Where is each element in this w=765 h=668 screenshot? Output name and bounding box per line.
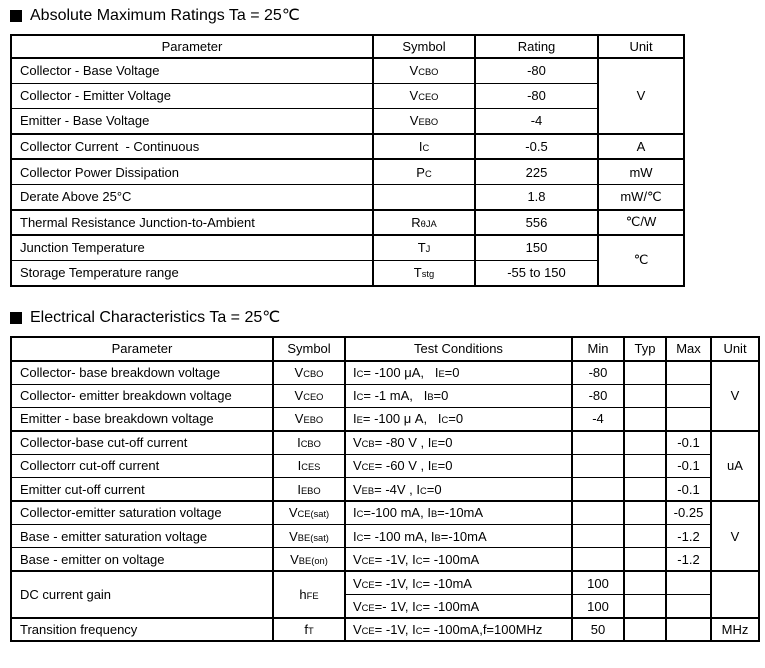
section-title-text: Absolute Maximum Ratings Ta = 25℃ (30, 7, 300, 24)
cond-cell: IE= -100 μ A, IC=0 (345, 407, 572, 430)
table-row (11, 361, 759, 384)
rating-cell: 556 (475, 210, 598, 235)
symbol-cell: PC (373, 159, 475, 184)
param-cell: Collectorr cut-off current (11, 454, 273, 477)
section-title-electrical-characteristics (10, 308, 765, 328)
table-row (11, 384, 759, 407)
unit-cell: ℃/W (598, 210, 684, 235)
max-cell: -1.2 (666, 548, 711, 571)
unit-cell: mW/℃ (598, 184, 684, 209)
min-cell: -80 (572, 384, 624, 407)
max-cell: -0.1 (666, 431, 711, 454)
param-cell: DC current gain (11, 571, 273, 618)
param-cell: Junction Temperature (11, 235, 373, 260)
min-cell (572, 454, 624, 477)
table-row (11, 571, 759, 594)
header-typ: Typ (624, 337, 666, 361)
typ-cell (624, 454, 666, 477)
max-cell: -0.1 (666, 478, 711, 501)
header-symbol: Symbol (373, 35, 475, 58)
min-cell: 100 (572, 571, 624, 594)
table-row (11, 454, 759, 477)
rating-cell: -80 (475, 83, 598, 108)
min-cell: -4 (572, 407, 624, 430)
typ-cell (624, 524, 666, 547)
table-row (11, 524, 759, 547)
param-cell: Emitter cut-off current (11, 478, 273, 501)
param-cell: Collector- emitter breakdown voltage (11, 384, 273, 407)
table-row (11, 184, 684, 209)
unit-cell: ℃ (598, 235, 684, 286)
symbol-cell (373, 184, 475, 209)
typ-cell (624, 431, 666, 454)
section-marker-icon (10, 10, 22, 22)
min-cell (572, 431, 624, 454)
typ-cell (624, 571, 666, 594)
table-row (11, 83, 684, 108)
cond-cell: VCE= -1V, IC= -10mA (345, 571, 572, 594)
rating-cell: -55 to 150 (475, 260, 598, 285)
section-title-text: Electrical Characteristics Ta = 25℃ (30, 308, 281, 326)
table-row (11, 260, 684, 285)
max-cell (666, 618, 711, 641)
unit-cell: V (598, 58, 684, 134)
table-header-row (11, 35, 684, 58)
table-row (11, 58, 684, 83)
unit-cell: V (711, 361, 759, 431)
table-row (11, 210, 684, 235)
min-cell (572, 524, 624, 547)
header-unit: Unit (598, 35, 684, 58)
table-row (11, 618, 759, 641)
param-cell: Base - emitter on voltage (11, 548, 273, 571)
param-cell: Collector Current - Continuous (11, 134, 373, 159)
param-cell: Storage Temperature range (11, 260, 373, 285)
electrical-characteristics-table (10, 336, 760, 643)
section-title-absolute-maximum-ratings (10, 6, 765, 26)
table-row (11, 478, 759, 501)
header-max: Max (666, 337, 711, 361)
param-cell: Transition frequency (11, 618, 273, 641)
table-row (11, 159, 684, 184)
typ-cell (624, 478, 666, 501)
section-marker-icon (10, 312, 22, 324)
rating-cell: 150 (475, 235, 598, 260)
absolute-maximum-ratings-table (10, 34, 685, 287)
param-cell: Thermal Resistance Junction-to-Ambient (11, 210, 373, 235)
header-unit: Unit (711, 337, 759, 361)
table-row (11, 431, 759, 454)
table-row (11, 548, 759, 571)
min-cell (572, 478, 624, 501)
header-parameter: Parameter (11, 337, 273, 361)
symbol-cell: VEBO (273, 407, 345, 430)
table-header-row (11, 337, 759, 361)
cond-cell: IC= -1 mA, IB=0 (345, 384, 572, 407)
symbol-cell: VCEO (373, 83, 475, 108)
cond-cell: IC= -100 μA, IE=0 (345, 361, 572, 384)
rating-cell: 225 (475, 159, 598, 184)
symbol-cell: Tstg (373, 260, 475, 285)
table-row (11, 235, 684, 260)
max-cell (666, 571, 711, 594)
min-cell (572, 501, 624, 524)
param-cell: Collector Power Dissipation (11, 159, 373, 184)
typ-cell (624, 407, 666, 430)
max-cell (666, 361, 711, 384)
symbol-cell: VCBO (273, 361, 345, 384)
symbol-cell: VEBO (373, 109, 475, 134)
typ-cell (624, 501, 666, 524)
symbol-cell: TJ (373, 235, 475, 260)
symbol-cell: VCBO (373, 58, 475, 83)
param-cell: Collector-base cut-off current (11, 431, 273, 454)
param-cell: Emitter - base breakdown voltage (11, 407, 273, 430)
symbol-cell: ICES (273, 454, 345, 477)
rating-cell: -0.5 (475, 134, 598, 159)
header-min: Min (572, 337, 624, 361)
max-cell (666, 595, 711, 618)
param-cell: Emitter - Base Voltage (11, 109, 373, 134)
table-row (11, 134, 684, 159)
param-cell: Base - emitter saturation voltage (11, 524, 273, 547)
param-cell: Collector - Base Voltage (11, 58, 373, 83)
param-cell: Collector- base breakdown voltage (11, 361, 273, 384)
unit-cell (711, 571, 759, 618)
typ-cell (624, 384, 666, 407)
typ-cell (624, 618, 666, 641)
typ-cell (624, 548, 666, 571)
typ-cell (624, 361, 666, 384)
symbol-cell: RθJA (373, 210, 475, 235)
unit-cell: V (711, 501, 759, 571)
symbol-cell: ICBO (273, 431, 345, 454)
min-cell: 50 (572, 618, 624, 641)
symbol-cell: VCEO (273, 384, 345, 407)
cond-cell: VCE= -1V, IC= -100mA (345, 548, 572, 571)
max-cell: -0.1 (666, 454, 711, 477)
unit-cell: A (598, 134, 684, 159)
symbol-cell: fT (273, 618, 345, 641)
max-cell: -0.25 (666, 501, 711, 524)
unit-cell: MHz (711, 618, 759, 641)
rating-cell: -80 (475, 58, 598, 83)
table-row (11, 109, 684, 134)
symbol-cell: IEBO (273, 478, 345, 501)
param-cell: Collector-emitter saturation voltage (11, 501, 273, 524)
min-cell: 100 (572, 595, 624, 618)
header-symbol: Symbol (273, 337, 345, 361)
symbol-cell: VCE(sat) (273, 501, 345, 524)
symbol-cell: IC (373, 134, 475, 159)
symbol-cell: VBE(sat) (273, 524, 345, 547)
header-parameter: Parameter (11, 35, 373, 58)
cond-cell: VCE=- 1V, IC= -100mA (345, 595, 572, 618)
header-rating: Rating (475, 35, 598, 58)
cond-cell: VEB= -4V , IC=0 (345, 478, 572, 501)
rating-cell: 1.8 (475, 184, 598, 209)
max-cell: -1.2 (666, 524, 711, 547)
symbol-cell: hFE (273, 571, 345, 618)
cond-cell: IC=-100 mA, IB=-10mA (345, 501, 572, 524)
cond-cell: VCB= -80 V , IE=0 (345, 431, 572, 454)
param-cell: Collector - Emitter Voltage (11, 83, 373, 108)
min-cell: -80 (572, 361, 624, 384)
param-cell: Derate Above 25°C (11, 184, 373, 209)
symbol-cell: VBE(on) (273, 548, 345, 571)
table-row (11, 501, 759, 524)
cond-cell: VCE= -60 V , IE=0 (345, 454, 572, 477)
max-cell (666, 384, 711, 407)
cond-cell: IC= -100 mA, IB=-10mA (345, 524, 572, 547)
unit-cell: mW (598, 159, 684, 184)
typ-cell (624, 595, 666, 618)
rating-cell: -4 (475, 109, 598, 134)
header-test-conditions: Test Conditions (345, 337, 572, 361)
min-cell (572, 548, 624, 571)
cond-cell: VCE= -1V, IC= -100mA,f=100MHz (345, 618, 572, 641)
table-row (11, 407, 759, 430)
max-cell (666, 407, 711, 430)
unit-cell: uA (711, 431, 759, 501)
